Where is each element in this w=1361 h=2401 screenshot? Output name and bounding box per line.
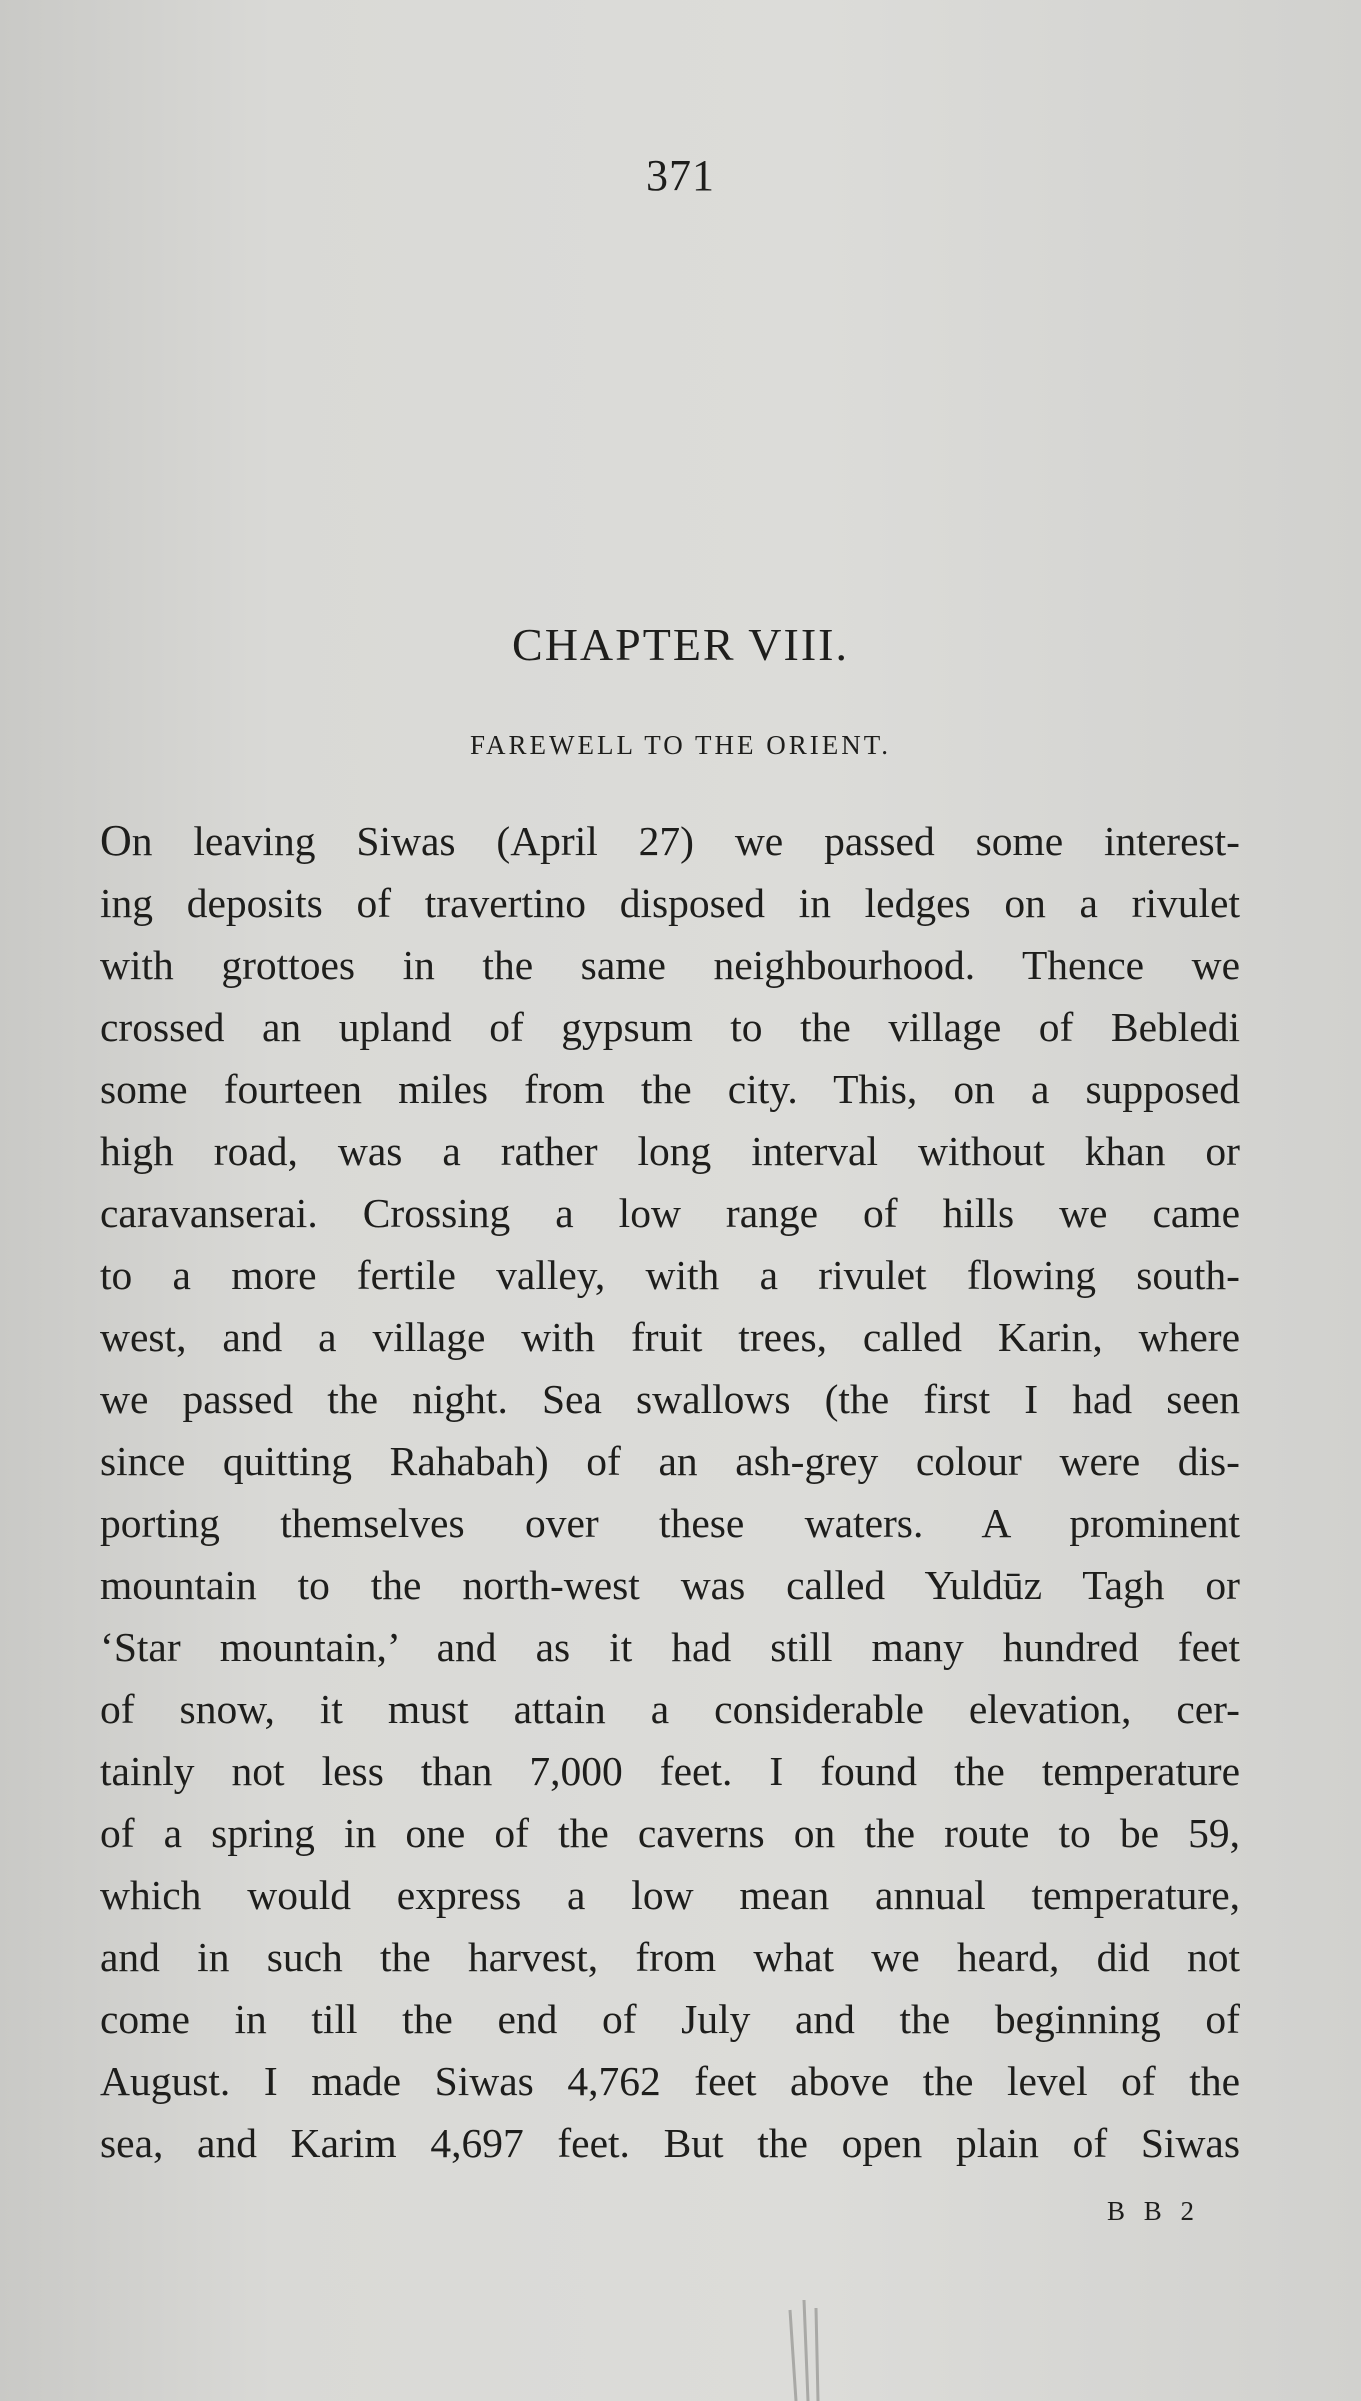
binding-crease-mark <box>770 2290 850 2401</box>
text-line: mountain to the north-west was called Yuldūz Tagh or <box>100 1562 1240 1608</box>
text-line: August. I made Siwas 4,762 feet above the level of the <box>100 2058 1240 2104</box>
text-line: with grottoes in the same neighbourhood. Thence we <box>100 942 1240 988</box>
text-line: some fourteen miles from the city. This, on a supposed <box>100 1066 1240 1112</box>
text-line: we passed the night. Sea swallows (the first I had seen <box>100 1376 1240 1422</box>
text-line: of a spring in one of the caverns on the route to be 59, <box>100 1810 1240 1856</box>
text-line: come in till the end of July and the beginning of <box>100 1996 1240 2042</box>
text-line: since quitting Rahabah) of an ash-grey colour were dis- <box>100 1438 1240 1484</box>
text-line: west, and a village with fruit trees, called Karin, where <box>100 1314 1240 1360</box>
text-line: tainly not less than 7,000 feet. I found the temperature <box>100 1748 1240 1794</box>
text-line: which would express a low mean annual temperature, <box>100 1872 1240 1918</box>
text-line: and in such the harvest, from what we heard, did not <box>100 1934 1240 1980</box>
text-line: porting themselves over these waters. A prominent <box>100 1500 1240 1546</box>
page-number: 371 <box>646 151 715 200</box>
text-line: On leaving Siwas (April 27) we passed some interest- <box>100 816 1240 865</box>
text-line: sea, and Karim 4,697 feet. But the open plain of Siwas <box>100 2120 1240 2166</box>
signature-mark: B B 2 <box>1106 2196 1200 2226</box>
chapter-title: CHAPTER VIII. <box>512 619 849 670</box>
chapter-subtitle: FAREWELL TO THE ORIENT. <box>470 730 891 760</box>
text-line: ‘Star mountain,’ and as it had still many hundred feet <box>100 1624 1240 1670</box>
text-line: high road, was a rather long interval without khan or <box>100 1128 1240 1174</box>
text-line: ing deposits of travertino disposed in ledges on a rivulet <box>100 880 1240 926</box>
body-text <box>100 810 1240 2174</box>
text-line: to a more fertile valley, with a rivulet flowing south- <box>100 1252 1240 1298</box>
text-line: of snow, it must attain a considerable elevation, cer- <box>100 1686 1240 1732</box>
text-line: crossed an upland of gypsum to the village of Bebledi <box>100 1004 1240 1050</box>
text-line: caravanserai. Crossing a low range of hills we came <box>100 1190 1240 1236</box>
